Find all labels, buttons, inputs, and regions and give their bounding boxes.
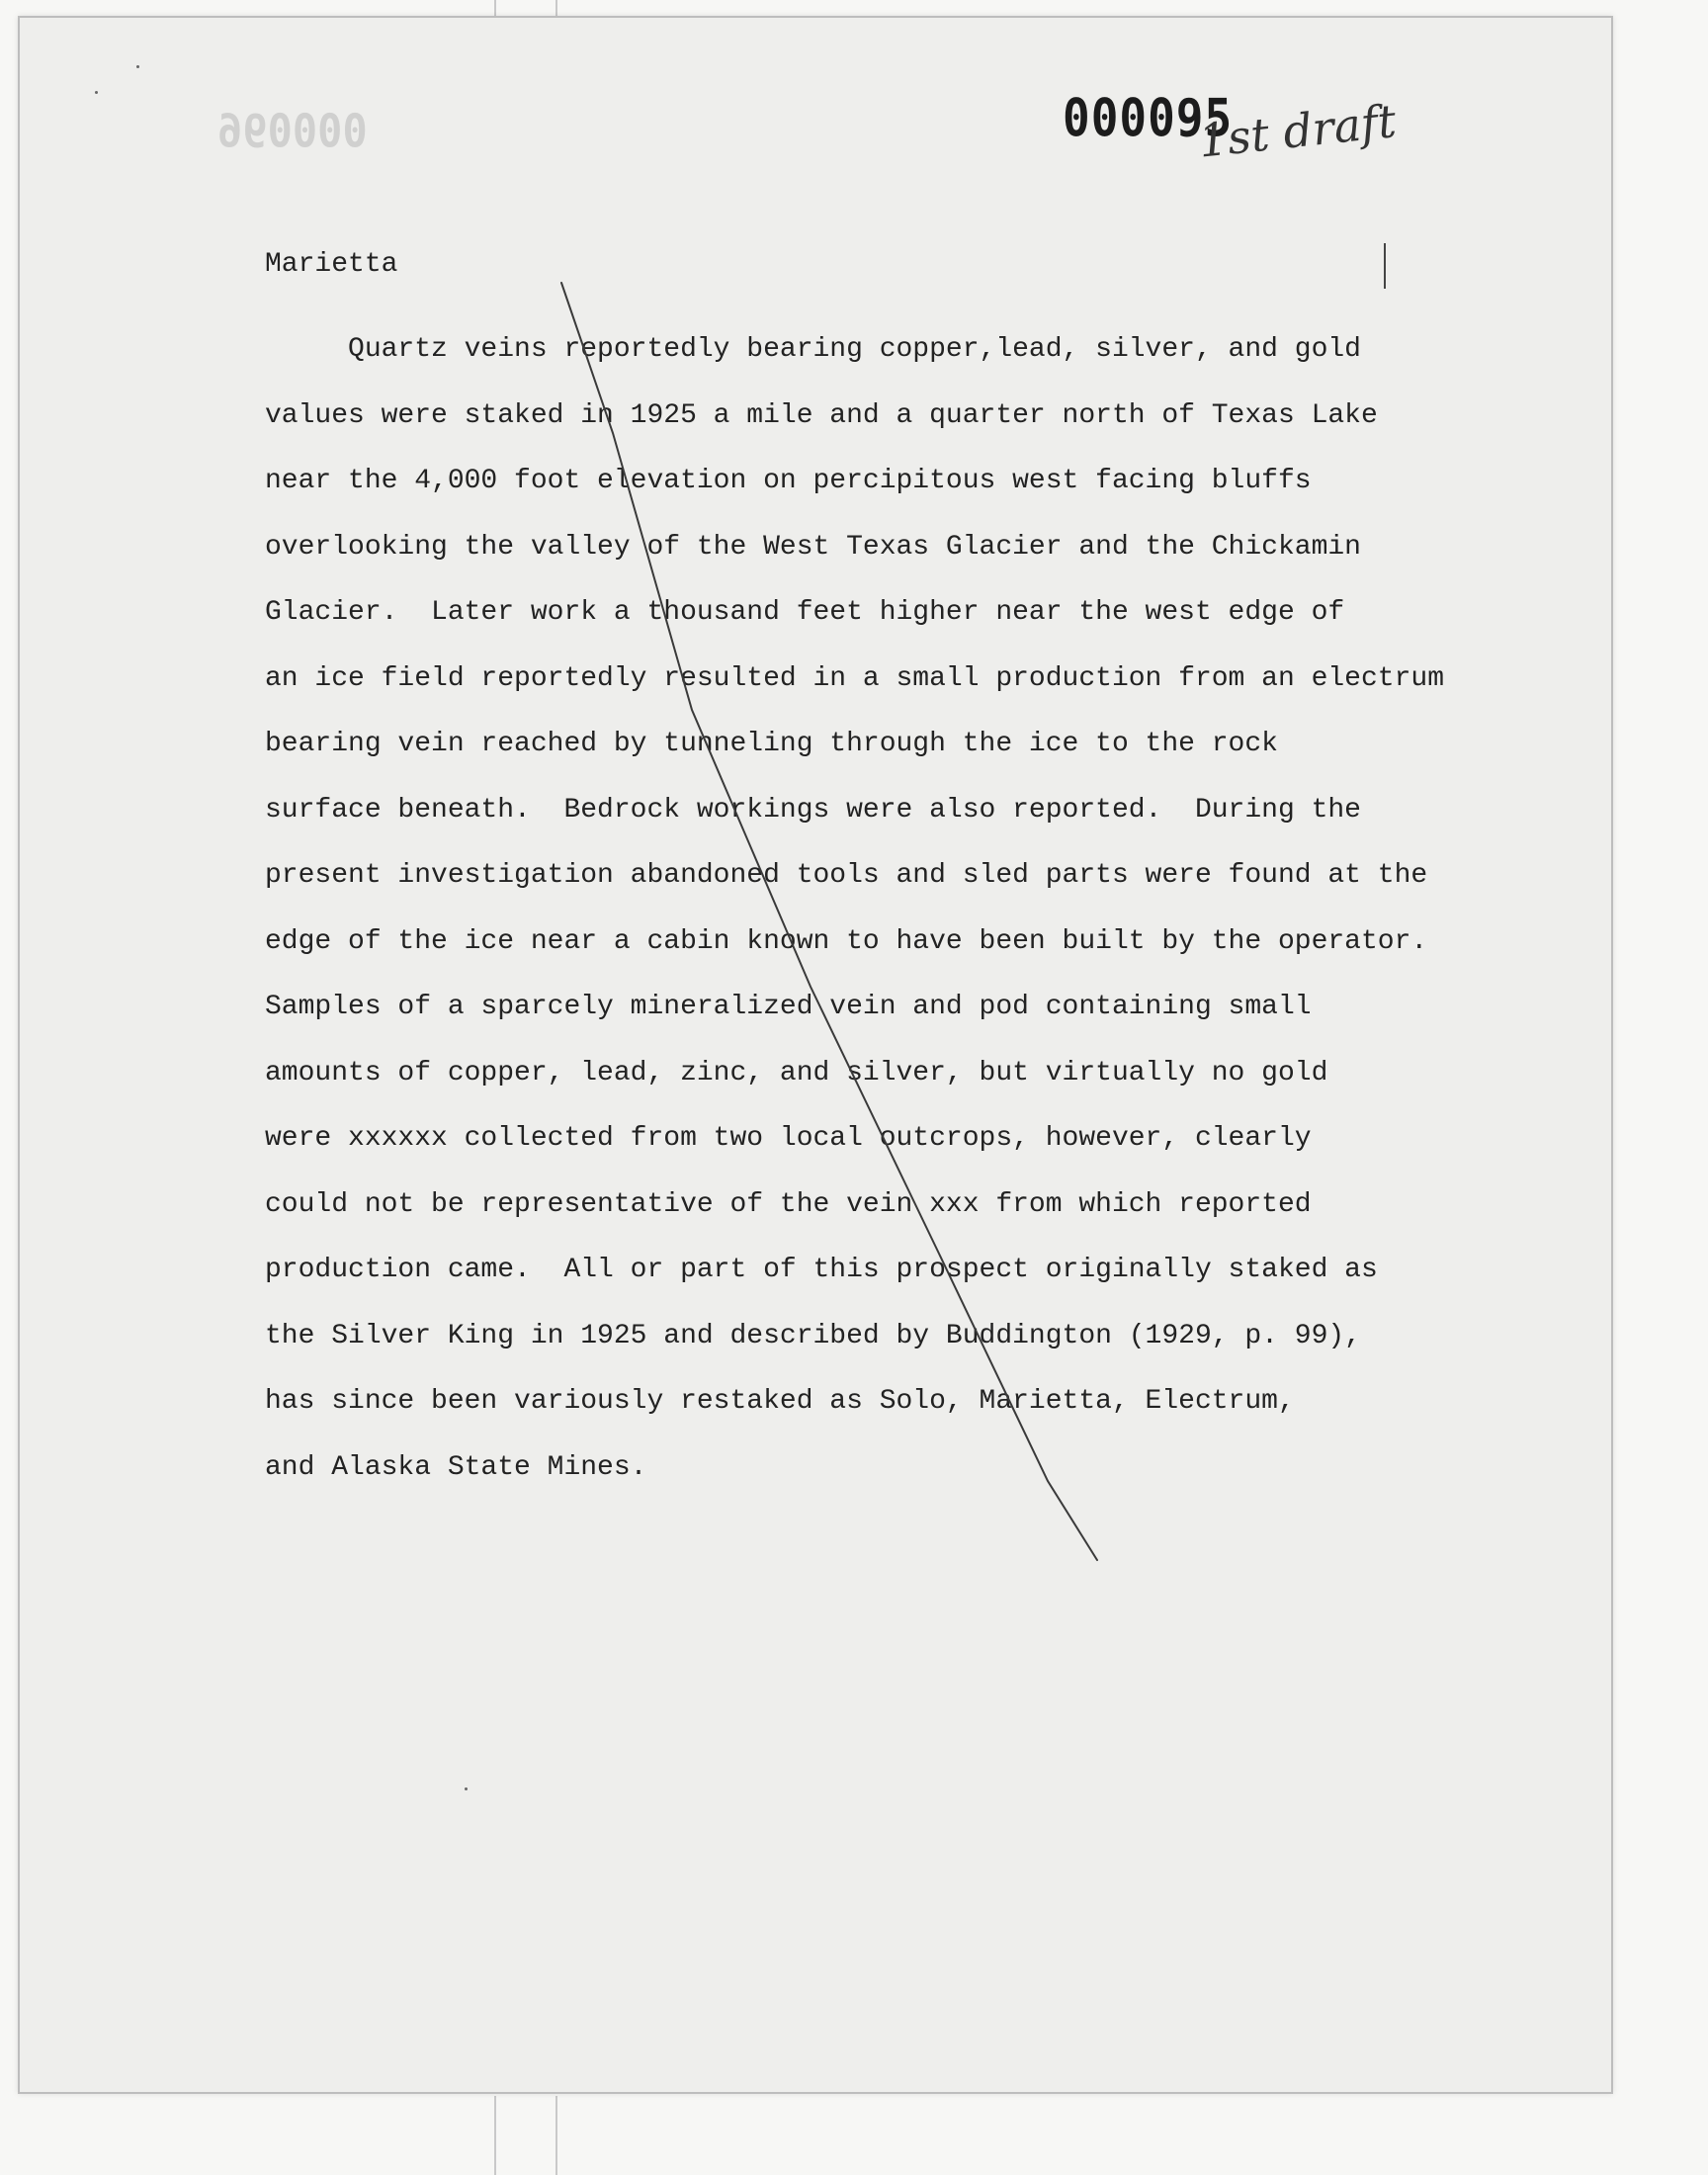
- document-sheet: [18, 16, 1613, 2094]
- text-line: bearing vein reached by tunneling through the ice to the rock: [265, 729, 1278, 759]
- body-text: [265, 330, 1471, 1514]
- text-line: surface beneath. Bedrock workings were also reported. During the: [265, 794, 1361, 826]
- margin-pen-mark: [1384, 243, 1386, 289]
- text-line: were xxxxxx collected from two local outcrops, however, clearly: [265, 1123, 1312, 1154]
- text-line: production came. All or part of this prospect originally staked as: [265, 1255, 1378, 1285]
- text-line: values were staked in 1925 a mile and a quarter north of Texas Lake: [265, 399, 1378, 431]
- handwritten-note: 1st draft: [1196, 94, 1399, 168]
- text-line: edge of the ice near a cabin known to have been built by the operator.: [265, 925, 1428, 957]
- text-line: has since been variously restaked as Solo, Marietta, Electrum,: [265, 1386, 1295, 1417]
- text-line: an ice field reportedly resulted in a small production from an electrum: [265, 662, 1444, 694]
- text-line: could not be representative of the vein xxx from which reported: [265, 1188, 1312, 1220]
- text-line: Samples of a sparcely mineralized vein and pod containing small: [265, 992, 1312, 1022]
- text-line: present investigation abandoned tools and sled parts were found at the: [265, 860, 1428, 891]
- text-line: Quartz veins reportedly bearing copper,lead, silver, and gold: [265, 334, 1361, 365]
- section-title: Marietta: [265, 249, 398, 280]
- text-line: Glacier. Later work a thousand feet higher near the west edge of: [265, 597, 1345, 628]
- scan-speck: [136, 65, 139, 68]
- text-line: overlooking the valley of the West Texas Glacier and the Chickamin: [265, 531, 1361, 563]
- text-line: amounts of copper, lead, zinc, and silver, but virtually no gold: [265, 1057, 1328, 1088]
- text-line: and Alaska State Mines.: [265, 1451, 647, 1483]
- scan-speck: [95, 91, 98, 94]
- bates-number: 000095: [1063, 87, 1234, 149]
- scanner-edge-bottom: [494, 2096, 557, 2175]
- scan-speck: [465, 1787, 468, 1790]
- bates-number-show-through: 000096: [217, 104, 368, 158]
- text-line: the Silver King in 1925 and described by Buddington (1929, p. 99),: [265, 1320, 1361, 1351]
- text-line: near the 4,000 foot elevation on percipitous west facing bluffs: [265, 466, 1312, 496]
